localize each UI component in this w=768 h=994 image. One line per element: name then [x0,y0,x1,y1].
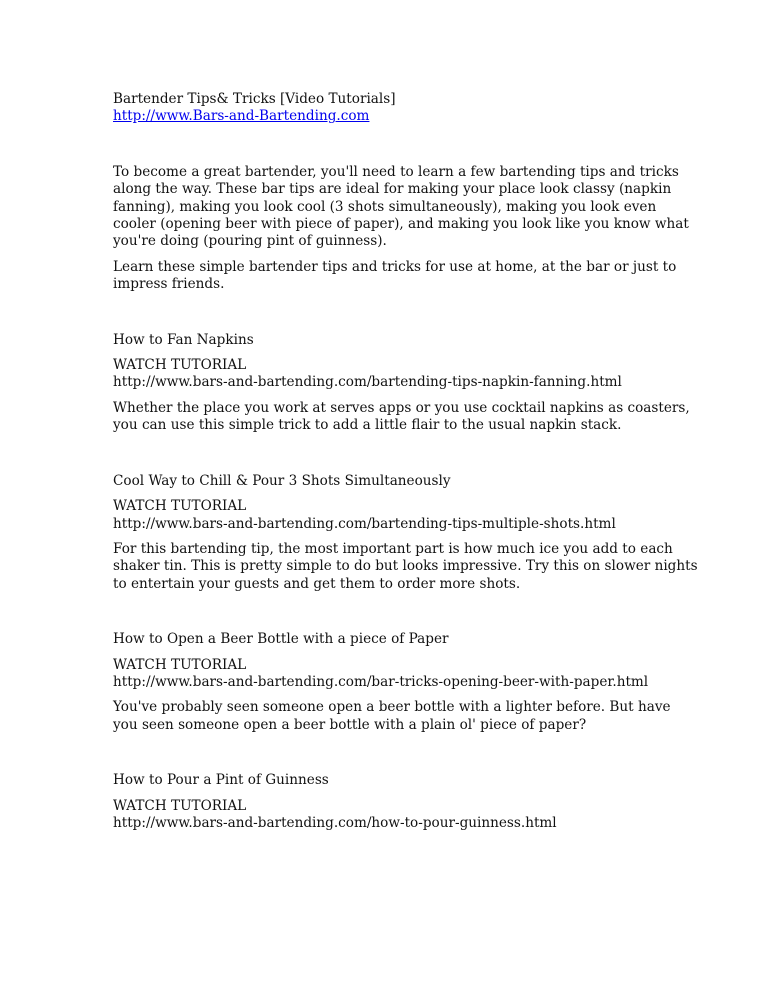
document-content [113,91,698,832]
intro-line: To become a great bartender, you'll need to learn a few bartending tips and tricks [113,163,679,180]
section-description-line: you can use this simple trick to add a little flair to the usual napkin stack. [113,417,622,434]
watch-tutorial-label: WATCH TUTORIAL [113,357,247,374]
watch-tutorial-label: WATCH TUTORIAL [113,797,247,814]
intro-line: along the way. These bar tips are ideal for making your place look classy (napkin [113,181,672,198]
section-heading: Cool Way to Chill & Pour 3 Shots Simultaneously [113,472,451,489]
section-three-shots [113,472,698,593]
section-description-line: For this bartending tip, the most important part is how much ice you add to each [113,540,673,557]
section-heading: How to Pour a Pint of Guinness [113,772,329,789]
intro-line: you're doing (pouring pint of guinness). [113,233,387,250]
intro-line: cooler (opening beer with piece of paper), and making you look like you know what [113,216,689,233]
tutorial-url[interactable]: http://www.bars-and-bartending.com/bar-tricks-opening-beer-with-paper.html [113,673,649,690]
section-description-line: You've probably seen someone open a beer bottle with a lighter before. But have [113,699,671,716]
site-link[interactable]: http://www.Bars-and-Bartending.com [113,108,370,125]
intro-paragraph [113,163,689,251]
section-fan-napkins [113,331,690,435]
section-description-line: to entertain your guests and get them to order more shots. [113,575,521,592]
document-title: Bartender Tips& Tricks [Video Tutorials] [113,91,396,107]
tutorial-url[interactable]: http://www.bars-and-bartending.com/bartending-tips-napkin-fanning.html [113,374,622,391]
section-description-line: shaker tin. This is pretty simple to do but looks impressive. Try this on slower nights [113,558,698,575]
section-description-line: you seen someone open a beer bottle with a plain ol' piece of paper? [113,716,587,733]
intro2-line: impress friends. [113,276,225,293]
section-guinness [113,772,673,832]
section-heading: How to Fan Napkins [113,331,254,348]
tutorial-url[interactable]: http://www.bars-and-bartending.com/bartending-tips-multiple-shots.html [113,515,616,532]
section-beer-paper [113,631,673,734]
intro-paragraph-2 [113,258,677,294]
section-description-line: Whether the place you work at serves apps or you use cocktail napkins as coasters, [113,399,690,416]
intro-line: fanning), making you look cool (3 shots simultaneously), making you look even [113,198,657,215]
tutorial-url[interactable]: http://www.bars-and-bartending.com/how-to-pour-guinness.html [113,814,557,831]
section-heading: How to Open a Beer Bottle with a piece of Paper [113,631,449,648]
intro2-line: Learn these simple bartender tips and tricks for use at home, at the bar or just to [113,258,677,275]
watch-tutorial-label: WATCH TUTORIAL [113,656,247,673]
watch-tutorial-label: WATCH TUTORIAL [113,498,247,515]
